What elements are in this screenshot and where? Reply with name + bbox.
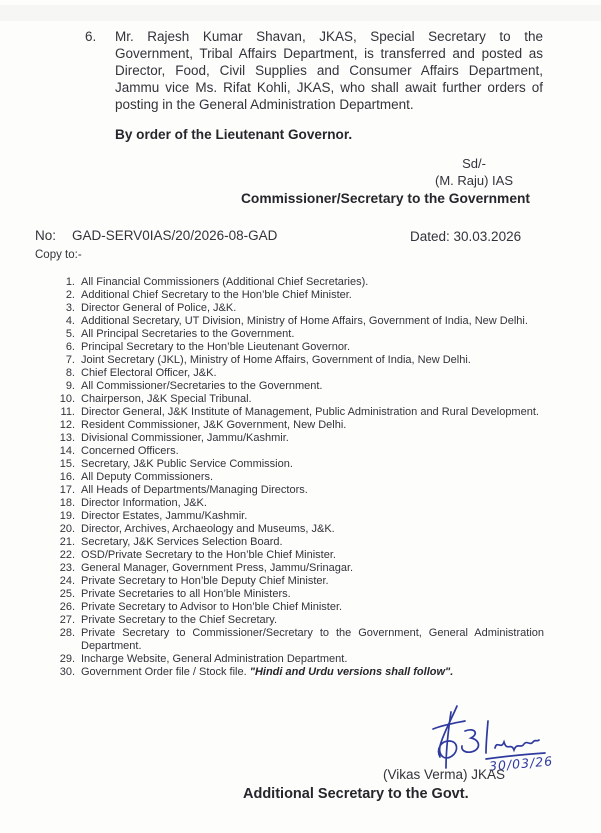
copy-list-item [55,432,544,445]
order-paragraph-number: 6. [85,29,97,44]
copy-item-number: 15. [59,458,75,470]
copy-list-item [55,419,544,432]
copy-item-text: Additional Chief Secretary to the Hon’ble Chief Minister. [81,289,352,301]
copy-item-number: 7. [65,354,75,366]
copy-list-item [55,341,544,354]
copy-list-item [55,458,544,471]
copy-list-item [55,354,544,367]
copy-item-number: 22. [59,549,75,561]
copy-item-text: Director General, J&K Institute of Management, Public Administration and Rural Development. [81,406,539,418]
copy-list-item [55,562,544,575]
copy-item-text: OSD/Private Secretary to the Hon’ble Chief Minister. [81,549,336,561]
copy-list-item [55,653,544,666]
copy-item-text: Private Secretaries to all Hon’ble Ministers. [81,588,291,600]
copy-item-number: 9. [65,380,75,392]
copy-item-number: 27. [59,614,75,626]
copy-item-text-base: Government Order file / Stock file. [81,666,247,678]
copy-item-number: 19. [59,510,75,522]
copy-item-text: Additional Secretary, UT Division, Ministry of Home Affairs, Government of India, New Delhi. [81,315,528,327]
copy-list-item [55,510,544,523]
copy-list-item [55,393,544,406]
copy-list-item [55,276,544,289]
copy-list-item [55,614,544,627]
copy-list-item [55,601,544,614]
copy-item-text: Secretary, J&K Public Service Commission. [81,458,293,470]
hindi-urdu-note: "Hindi and Urdu versions shall follow". [249,666,454,678]
copy-item-number: 25. [59,588,75,600]
sd-line: Sd/- [462,156,486,171]
copy-list-item [55,367,544,380]
copy-item-text: Director Information, J&K. [81,497,207,509]
footer-signatory-designation: Additional Secretary to the Govt. [243,786,469,802]
copy-item-text: General Manager, Government Press, Jammu/Srinagar. [81,562,354,574]
copy-item-number: 21. [59,536,75,548]
handwritten-date: 30/03/26 [488,753,554,774]
copy-item-text: All Financial Commissioners (Additional Chief Secretaries). [81,276,369,288]
copy-list-item [55,471,544,484]
reference-row [35,228,565,243]
copy-item-text: All Heads of Departments/Managing Directors. [81,484,308,496]
copy-list-item [55,549,544,562]
footer-signatory-name: (Vikas Verma) JKAS [383,767,506,782]
copy-list-item [55,289,544,302]
reference-dated: Dated: 30.03.2026 [410,229,522,244]
copy-item-text: Chairperson, J&K Special Tribunal. [81,393,252,405]
copy-item-text: Divisional Commissioner, Jammu/Kashmir. [81,432,289,444]
copy-item-text: Private Secretary to Commissioner/Secretary to the Government, General Administration Department. [81,627,544,652]
copy-item-number: 11. [60,406,75,418]
copy-item-number: 10. [59,393,75,405]
copy-item-text: Secretary, J&K Services Selection Board. [81,536,283,548]
copy-item-number: 1. [65,276,75,288]
copy-item-text: Director General of Police, J&K. [81,302,237,314]
copy-item-text: All Principal Secretaries to the Government. [81,328,295,340]
copy-item-number: 13. [59,432,75,444]
copy-list-item [55,575,544,588]
order-paragraph [85,28,543,113]
copy-list-item [55,484,544,497]
copy-item-text: Director Estates, Jammu/Kashmir. [81,510,248,522]
copy-list-item [55,445,544,458]
reference-no-value: GAD-SERV0IAS/20/2026-08-GAD [72,228,278,243]
copy-item-number: 8. [65,367,75,379]
copy-list-item [55,666,544,679]
copy-list-item [55,627,544,653]
copy-item-number: 12. [59,419,75,431]
copy-item-text: Incharge Website, General Administration Department. [81,653,348,665]
copy-item-number: 26. [59,601,75,613]
copy-item-text: Chief Electoral Officer, J&K. [81,367,217,379]
copy-item-number: 5. [65,328,75,340]
copy-item-text: Private Secretary to Hon’ble Deputy Chief Minister. [81,575,329,587]
copy-item-number: 24. [59,575,75,587]
copy-list-item [55,523,544,536]
copy-item-text: Private Secretary to Advisor to Hon’ble Chief Minister. [81,601,343,613]
copy-item-text: Resident Commissioner, J&K Government, New Delhi. [81,419,347,431]
copy-list-item [55,588,544,601]
reference-no-label: No: [35,228,57,243]
copy-list-item [55,406,544,419]
signatory-designation: Commissioner/Secretary to the Government [240,191,531,206]
copy-item-number: 28. [59,627,75,639]
copy-item-number: 14. [59,445,75,457]
order-paragraph-text: Mr. Rajesh Kumar Shavan, JKAS, Special Secretary to the Government, Tribal Affairs Department, is transferred and posted as Director, Food, Civil Supplies and Consumer Affairs Department, Jammu vice Ms. Rifat Kohli, JKAS, who shall await further orders of posting in the General Administration Department. [115,29,543,112]
copy-item-number: 3. [65,302,75,314]
by-order-line: By order of the Lieutenant Governor. [115,127,353,142]
copy-item-text [81,666,544,679]
copy-item-number: 18. [59,497,75,509]
copy-item-number: 4. [65,315,75,327]
copy-item-text: Joint Secretary (JKL), Ministry of Home Affairs, Government of India, New Delhi. [81,354,471,366]
copy-item-number: 2. [65,289,75,301]
copy-item-number: 20. [59,523,75,535]
copy-list-item [55,302,544,315]
copy-item-text: Principal Secretary to the Hon’ble Lieutenant Governor. [81,341,351,353]
copy-item-number: 29. [59,653,75,665]
copy-list-item [55,497,544,510]
copy-item-number: 17. [59,484,75,496]
copy-item-text: All Commissioner/Secretaries to the Government. [81,380,323,392]
copy-list-item [55,380,544,393]
copy-item-number: 6. [65,341,75,353]
copy-item-number: 23. [59,562,75,574]
signatory-name: (M. Raju) IAS [434,173,513,188]
copy-list-item [55,328,544,341]
copy-item-text: Concerned Officers. [81,445,179,457]
copy-list-item [55,536,544,549]
copy-list-item [55,315,544,328]
copy-to-list [55,276,544,679]
copy-item-text: Private Secretary to the Chief Secretary. [81,614,278,626]
copy-item-text: Director, Archives, Archaeology and Museums, J&K. [81,523,335,535]
copy-item-text: All Deputy Commissioners. [81,471,214,483]
copy-to-label: Copy to:- [35,249,82,261]
copy-item-number: 16. [59,471,75,483]
copy-item-number: 30. [59,666,75,678]
